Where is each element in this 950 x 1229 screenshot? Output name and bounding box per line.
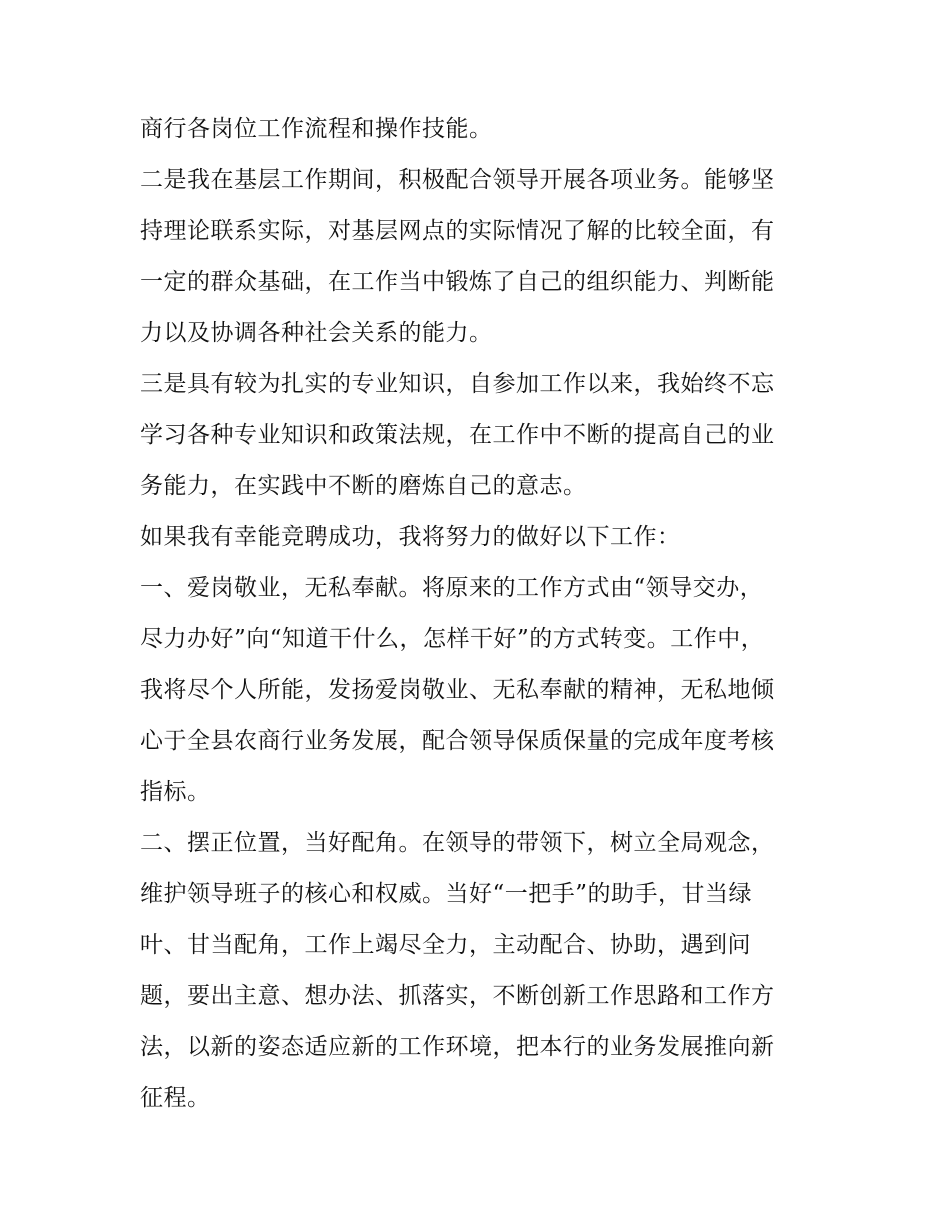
text-line: 我将尽个人所能，发扬爱岗敬业、无私奉献的精神，无私地倾 [140,677,775,703]
text-line: 一定的群众基础，在工作当中锻炼了自己的组织能力、判断能 [140,269,775,295]
text-line: 务能力，在实践中不断的磨炼自己的意志。 [140,473,587,499]
text-line: 三是具有较为扎实的专业知识，自参加工作以来，我始终不忘 [140,371,775,397]
text-line: 题，要出主意、想办法、抓落实，不断创新工作思路和工作方 [140,983,775,1009]
text-line: 法，以新的姿态适应新的工作环境，把本行的业务发展推向新 [140,1034,775,1060]
text-line: 叶、甘当配角，工作上竭尽全力，主动配合、协助，遇到问 [140,932,751,958]
text-line: 二、摆正位置，当好配角。在领导的带领下，树立全局观念， [140,830,775,856]
text-line: 尽力办好”向“知道干什么，怎样干好”的方式转变。工作中， [140,626,765,652]
text-line: 心于全县农商行业务发展，配合领导保质保量的完成年度考核 [140,728,775,754]
document-body [140,110,830,1130]
text-line: 征程。 [140,1085,211,1111]
text-line: 维护领导班子的核心和权威。当好“一把手”的助手，甘当绿 [140,881,753,907]
text-line: 如果我有幸能竞聘成功，我将努力的做好以下工作： [140,524,681,550]
text-line: 商行各岗位工作流程和操作技能。 [140,116,493,142]
text-line: 一、爱岗敬业，无私奉献。将原来的工作方式由“领导交办， [140,575,764,601]
text-line: 二是我在基层工作期间，积极配合领导开展各项业务。能够坚 [140,167,775,193]
text-line: 指标。 [140,779,211,805]
text-line: 持理论联系实际，对基层网点的实际情况了解的比较全面，有 [140,218,775,244]
text-line: 力以及协调各种社会关系的能力。 [140,320,493,346]
text-line: 学习各种专业知识和政策法规，在工作中不断的提高自己的业 [140,422,775,448]
